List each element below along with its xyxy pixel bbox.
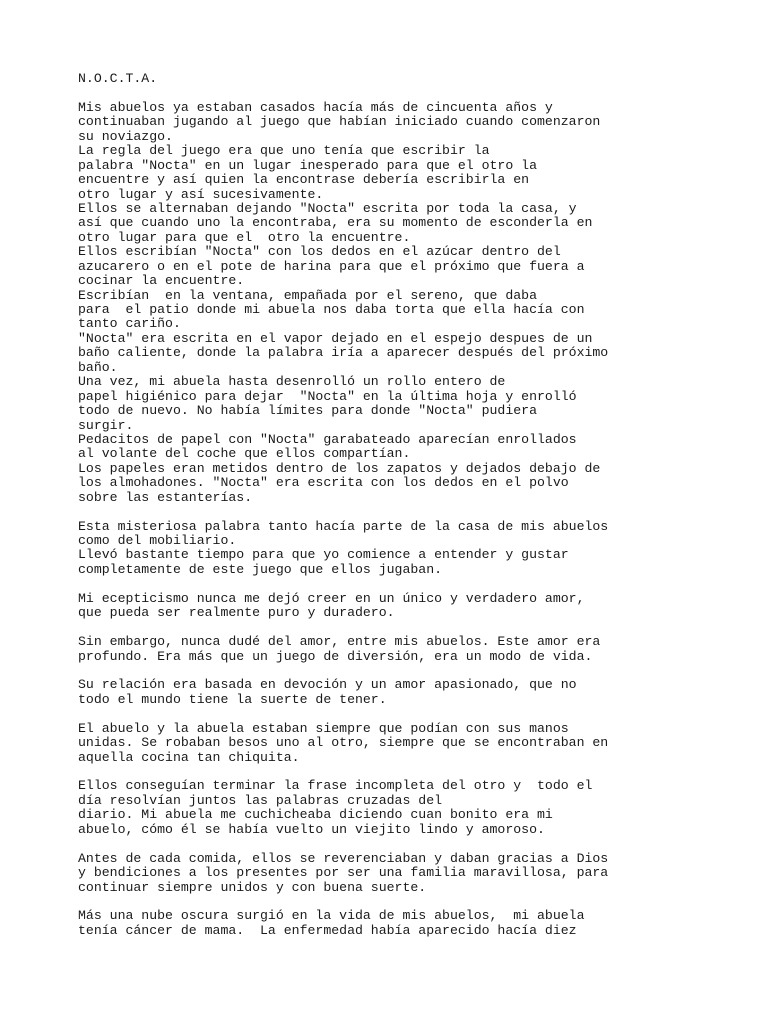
text-line: que pueda ser realmente puro y duradero.	[78, 605, 395, 621]
text-line: Llevó bastante tiempo para que yo comience a entender y gustar	[78, 547, 569, 563]
paragraph	[78, 722, 758, 765]
paragraph-spacer	[78, 895, 758, 909]
text-line: profundo. Era más que un juego de diversión, era un modo de vida.	[78, 648, 593, 664]
text-line: cocinar la encuentre.	[78, 273, 245, 289]
text-line: día resolvían juntos las palabras cruzadas del	[78, 792, 443, 808]
text-line: La regla del juego era que uno tenía que escribir la	[78, 143, 490, 159]
paragraph	[78, 852, 758, 895]
text-line: baño caliente, donde la palabra iría a aparecer después del próximo	[78, 345, 609, 361]
text-line: diario. Mi abuela me cuchicheaba diciendo cuan bonito era mi	[78, 807, 553, 823]
text-line: unidas. Se robaban besos uno al otro, siempre que se encontraban en	[78, 735, 609, 751]
document-title: N.O.C.T.A.	[78, 71, 158, 86]
text-line: otro lugar para que el otro la encuentre.	[78, 229, 411, 245]
paragraph	[78, 779, 758, 837]
text-line: encuentre y así quien la encontrase debería escribirla en	[78, 172, 530, 188]
text-line: y bendiciones a los presentes por ser una familia maravillosa, para	[78, 865, 609, 881]
paragraph	[78, 592, 758, 621]
paragraph-spacer	[78, 577, 758, 591]
text-line: azucarero o en el pote de harina para que el próximo que fuera a	[78, 258, 585, 274]
document-body	[78, 72, 758, 938]
text-line: Pedacitos de papel con "Nocta" garabateado aparecían enrollados	[78, 431, 577, 447]
paragraph-spacer	[78, 664, 758, 678]
text-line: Ellos se alternaban dejando "Nocta" escrita por toda la casa, y	[78, 200, 577, 216]
text-line: aquella cocina tan chiquita.	[78, 749, 300, 765]
text-line: papel higiénico para dejar "Nocta" en la última hoja y enrolló	[78, 388, 577, 404]
paragraph	[78, 520, 758, 578]
text-line: abuelo, cómo él se había vuelto un viejito lindo y amoroso.	[78, 821, 545, 837]
text-line: sobre las estanterías.	[78, 489, 253, 505]
paragraph	[78, 909, 758, 938]
text-line: continuar siempre unidos y con buena suerte.	[78, 879, 427, 895]
paragraph-spacer	[78, 707, 758, 721]
paragraph-spacer	[78, 505, 758, 519]
text-line: tenía cáncer de mama. La enfermedad había aparecido hacía diez	[78, 922, 577, 938]
text-line: Mis abuelos ya estaban casados hacía más de cincuenta años y	[78, 99, 553, 115]
text-line: Una vez, mi abuela hasta desenrolló un rollo entero de	[78, 374, 506, 390]
text-line: su noviazgo.	[78, 128, 173, 144]
text-line: al volante del coche que ellos compartían.	[78, 446, 411, 462]
paragraph	[78, 101, 758, 505]
text-line: Esta misteriosa palabra tanto hacía parte de la casa de mis abuelos	[78, 518, 609, 534]
paragraph-spacer	[78, 837, 758, 851]
text-line: Escribían en la ventana, empañada por el sereno, que daba	[78, 287, 537, 303]
text-line: Los papeles eran metidos dentro de los zapatos y dejados debajo de	[78, 460, 601, 476]
paragraph	[78, 678, 758, 707]
text-line: surgir.	[78, 417, 134, 433]
paragraph-spacer	[78, 765, 758, 779]
text-line: tanto cariño.	[78, 316, 181, 332]
text-line: Más una nube oscura surgió en la vida de mis abuelos, mi abuela	[78, 908, 585, 924]
text-line: Ellos escribían "Nocta" con los dedos en el azúcar dentro del	[78, 244, 561, 260]
paragraph-spacer	[78, 86, 758, 100]
text-line: "Nocta" era escrita en el vapor dejado en el espejo despues de un	[78, 330, 593, 346]
text-line: los almohadones. "Nocta" era escrita con los dedos en el polvo	[78, 475, 569, 491]
text-line: Sin embargo, nunca dudé del amor, entre mis abuelos. Este amor era	[78, 634, 601, 650]
text-line: todo el mundo tiene la suerte de tener.	[78, 691, 387, 707]
text-line: todo de nuevo. No había límites para donde "Nocta" pudiera	[78, 403, 537, 419]
paragraph-spacer	[78, 621, 758, 635]
paragraph	[78, 635, 758, 664]
text-line: Antes de cada comida, ellos se reverenciaban y daban gracias a Dios	[78, 850, 609, 866]
text-line: así que cuando uno la encontraba, era su momento de esconderla en	[78, 215, 593, 231]
text-line: palabra "Nocta" en un lugar inesperado para que el otro la	[78, 157, 537, 173]
text-line: baño.	[78, 359, 118, 375]
text-line: completamente de este juego que ellos jugaban.	[78, 561, 443, 577]
text-line: Su relación era basada en devoción y un amor apasionado, que no	[78, 677, 577, 693]
text-line: El abuelo y la abuela estaban siempre que podían con sus manos	[78, 720, 569, 736]
text-line: para el patio donde mi abuela nos daba torta que ella hacía con	[78, 302, 585, 317]
text-line: Mi ecepticismo nunca me dejó creer en un único y verdadero amor,	[78, 590, 585, 606]
text-line: como del mobiliario.	[78, 533, 237, 548]
text-line: continuaban jugando al juego que habían iniciado cuando comenzaron	[78, 114, 601, 130]
paragraph-list	[78, 101, 758, 938]
text-line: Ellos conseguían terminar la frase incompleta del otro y todo el	[78, 778, 593, 794]
text-line: otro lugar y así sucesivamente.	[78, 186, 324, 202]
